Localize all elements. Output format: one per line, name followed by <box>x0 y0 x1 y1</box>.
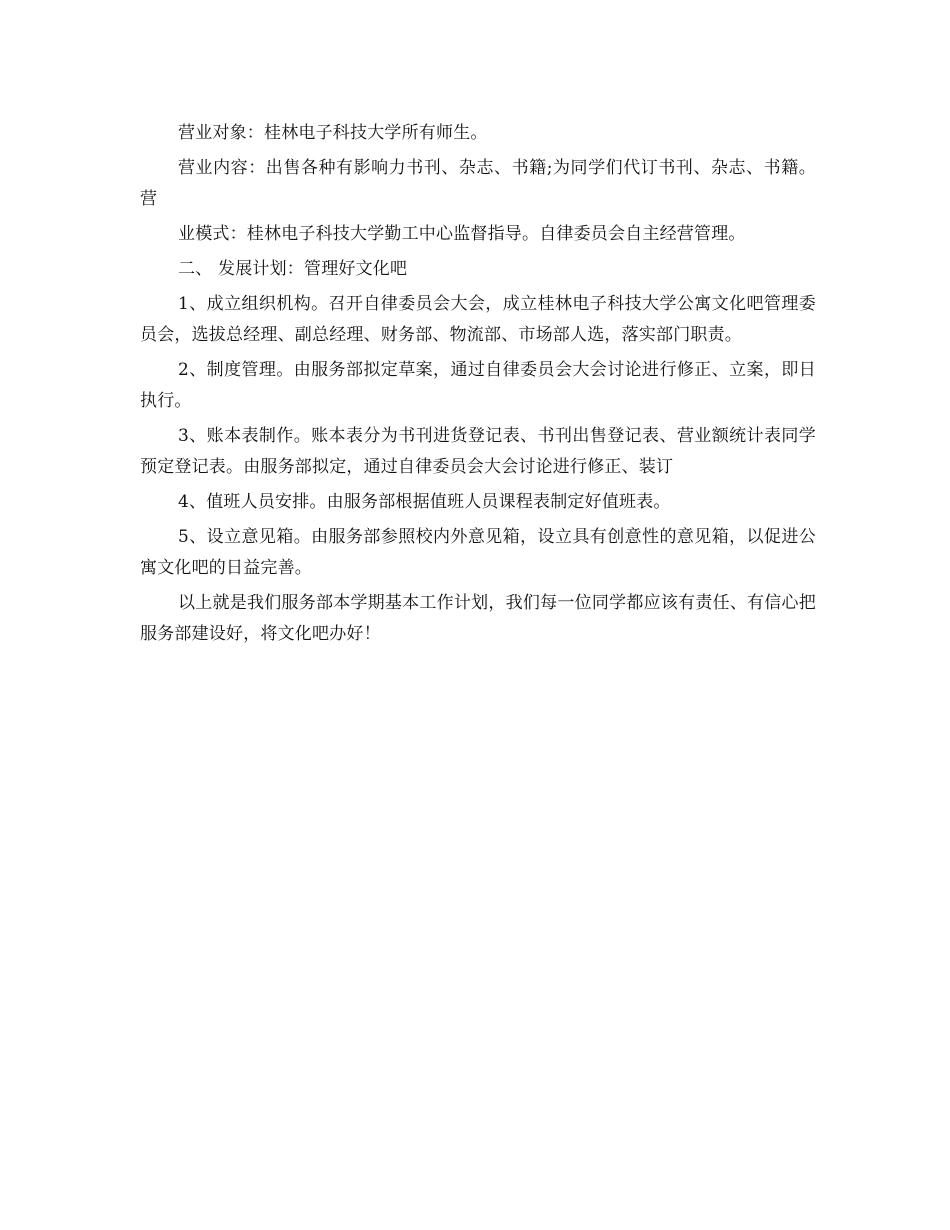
paragraph-business-mode: 业模式：桂林电子科技大学勤工中心监督指导。自律委员会自主经营管理。 <box>178 224 746 244</box>
paragraph-conclusion: 以上就是我们服务部本学期基本工作计划，我们每一位同学都应该有责任、有信心把服务部建设好，将文化吧办好！ <box>140 593 816 644</box>
section-heading-development-plan: 二、 发展计划：管理好文化吧 <box>178 259 408 279</box>
paragraph-business-content: 营业内容：出售各种有影响力书刊、杂志、书籍;为同学们代订书刊、杂志、书籍。营 <box>140 158 816 209</box>
paragraph-plan-item-3: 3、账本表制作。账本表分为书刊进货登记表、书刊出售登记表、营业额统计表同学预定登记表。由服务部拟定，通过自律委员会大会讨论进行修正、装订 <box>140 426 816 477</box>
paragraph-plan-item-2: 2、制度管理。由服务部拟定草案，通过自律委员会大会讨论进行修正、立案，即日执行。 <box>140 360 816 411</box>
paragraph-plan-item-4: 4、值班人员安排。由服务部根据值班人员课程表制定好值班表。 <box>178 492 671 512</box>
paragraph-business-target: 营业对象：桂林电子科技大学所有师生。 <box>178 123 488 143</box>
paragraph-plan-item-1: 1、成立组织机构。召开自律委员会大会，成立桂林电子科技大学公寓文化吧管理委员会，选拔总经理、副总经理、财务部、物流部、市场部人选，落实部门职责。 <box>140 294 816 345</box>
paragraph-plan-item-5: 5、设立意见箱。由服务部参照校内外意见箱，设立具有创意性的意见箱，以促进公寓文化吧的日益完善。 <box>140 527 816 578</box>
document-body <box>140 118 816 654</box>
